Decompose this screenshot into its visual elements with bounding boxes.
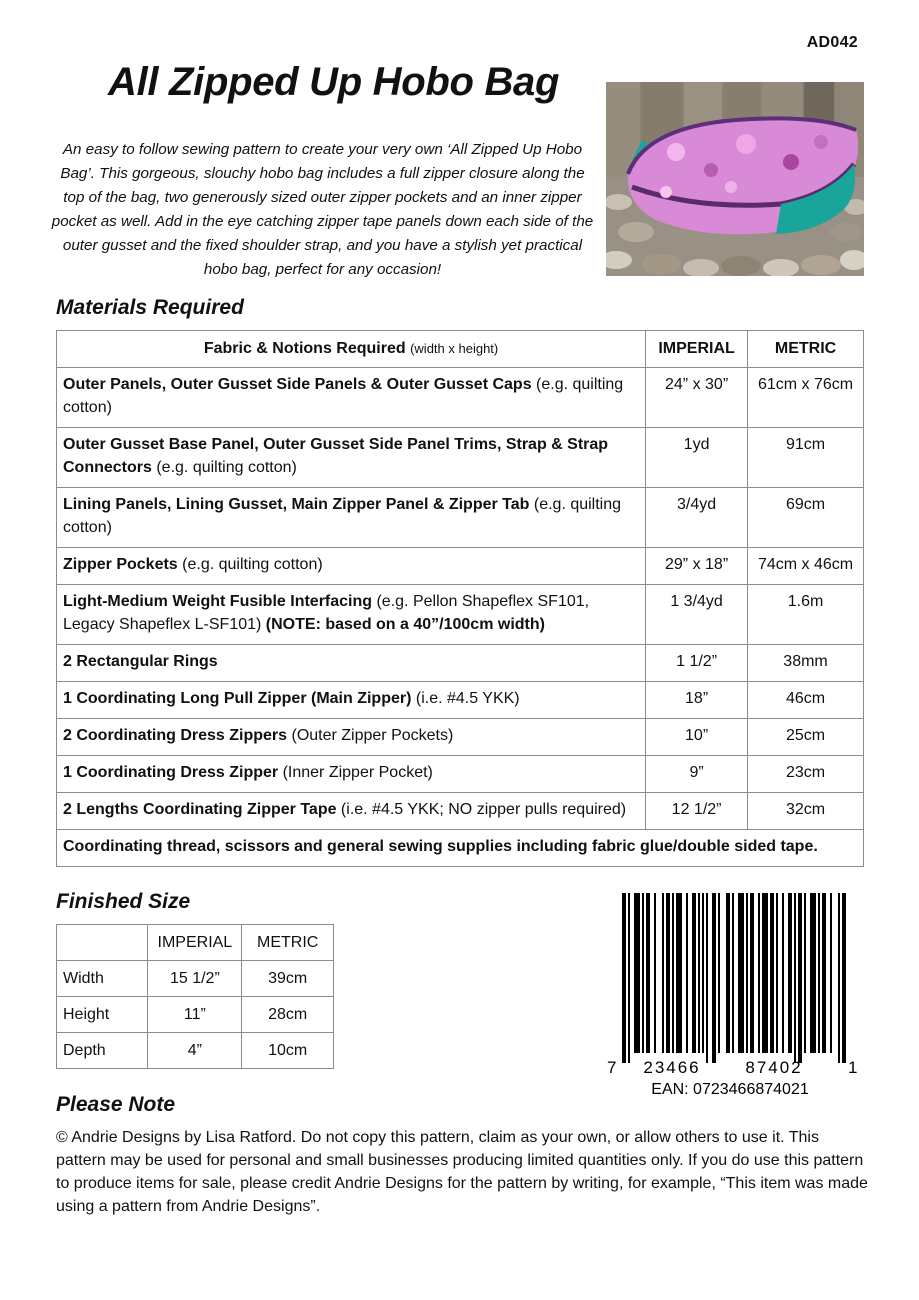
- barcode-bar: [672, 893, 674, 1053]
- table-row: Depth 4” 10cm: [57, 1033, 334, 1069]
- finished-header-row: [57, 925, 334, 961]
- barcode-bar: [676, 893, 682, 1053]
- table-row: Zipper Pockets (e.g. quilting cotton) 29” x 18” 74cm x 46cm: [57, 548, 864, 585]
- barcode-bar: [662, 893, 664, 1053]
- materials-table: [56, 330, 864, 867]
- barcode-bar: [698, 893, 700, 1053]
- table-row: 2 Lengths Coordinating Zipper Tape (i.e. #4.5 YKK; NO zipper pulls required) 12 1/2” 32cm: [57, 793, 864, 830]
- barcode-bar: [758, 893, 760, 1053]
- barcode-bar: [642, 893, 644, 1053]
- materials-heading: Materials Required: [56, 296, 244, 319]
- barcode-bar: [622, 893, 626, 1063]
- barcode-last-digit: 1: [848, 1058, 858, 1077]
- barcode-left-digits: 23466: [643, 1058, 701, 1077]
- barcode-bar: [686, 893, 688, 1053]
- col-fabric-header: Fabric & Notions Required (width x height): [57, 331, 646, 368]
- bag-photo: [606, 82, 864, 276]
- barcode-bar: [692, 893, 696, 1053]
- barcode-bar: [646, 893, 650, 1053]
- table-row: Light-Medium Weight Fusible Interfacing (e.g. Pellon Shapeflex SF101, Legacy Shapeflex L-SF101) (NOTE: based on a 40”/100cm width) 1 3/4yd 1.6m: [57, 585, 864, 645]
- barcode-bar: [770, 893, 774, 1053]
- barcode-bar: [822, 893, 826, 1053]
- barcode-bar: [798, 893, 802, 1063]
- bag-photo-image: [606, 82, 864, 276]
- pattern-code: AD042: [806, 34, 858, 51]
- col-imperial-header: IMPERIAL: [148, 925, 242, 961]
- barcode-bar: [794, 893, 796, 1063]
- barcode-bar: [628, 893, 630, 1063]
- table-row: 1 Coordinating Long Pull Zipper (Main Zipper) (i.e. #4.5 YKK) 18” 46cm: [57, 682, 864, 719]
- page-title: All Zipped Up Hobo Bag: [108, 60, 560, 104]
- bag: [628, 118, 858, 234]
- barcode-bar: [738, 893, 744, 1053]
- barcode: [604, 893, 860, 1103]
- barcode-bar: [712, 893, 716, 1063]
- table-row: 2 Rectangular Rings 1 1/2” 38mm: [57, 645, 864, 682]
- barcode-bar: [718, 893, 720, 1053]
- barcode-bar: [750, 893, 754, 1053]
- barcode-bar: [732, 893, 734, 1053]
- barcode-bar: [762, 893, 768, 1053]
- intro-paragraph: An easy to follow sewing pattern to create your very own ‘All Zipped Up Hobo Bag’. This gorgeous, slouchy hobo bag includes a full zipper closure along the top of the bag, two generously sized outer zipper pockets and an inner zipper pocket as well. Add in the eye catching zipper tape panels down each side of the outer gusset and the fixed shoulder strap, and you have a stylish yet practical hobo bag, perfect for any occasion!: [51, 141, 594, 278]
- please-note-heading: Please Note: [56, 1093, 176, 1116]
- barcode-bar: [706, 893, 708, 1063]
- barcode-bar: [726, 893, 730, 1053]
- table-row: Height 11” 28cm: [57, 997, 334, 1033]
- barcode-bar: [702, 893, 704, 1053]
- barcode-bar: [838, 893, 840, 1063]
- barcode-bar: [788, 893, 792, 1053]
- barcode-bar: [810, 893, 816, 1053]
- barcode-bar: [804, 893, 806, 1053]
- barcode-bar: [654, 893, 656, 1053]
- materials-header-row: [57, 331, 864, 368]
- materials-footer-row: Coordinating thread, scissors and general sewing supplies including fabric glue/double sided tape.: [57, 830, 864, 867]
- barcode-bar: [666, 893, 670, 1053]
- barcode-bars: [622, 893, 846, 1063]
- barcode-bar: [776, 893, 778, 1053]
- table-row: Lining Panels, Lining Gusset, Main Zipper Panel & Zipper Tab (e.g. quilting cotton) 3/4yd 69cm: [57, 488, 864, 548]
- table-row: Outer Panels, Outer Gusset Side Panels & Outer Gusset Caps (e.g. quilting cotton) 24” x 30” 61cm x 76cm: [57, 368, 864, 428]
- table-row: Width 15 1/2” 39cm: [57, 961, 334, 997]
- ean-label: EAN: 0723466874021: [651, 1081, 809, 1098]
- barcode-graphic: [604, 893, 860, 1103]
- barcode-bar: [782, 893, 784, 1053]
- copyright-note: © Andrie Designs by Lisa Ratford. Do not copy this pattern, claim as your own, or allow others to use it. This pattern may be used for personal and small businesses producing limited quantities only. If you do use this pattern to produce items for sale, please credit Andrie Designs for the pattern by writing, for example, “This item was made using a pattern from Andrie Designs”.: [56, 1129, 868, 1215]
- barcode-bar: [818, 893, 820, 1053]
- table-row: Outer Gusset Base Panel, Outer Gusset Side Panel Trims, Strap & Strap Connectors (e.g. quilting cotton) 1yd 91cm: [57, 428, 864, 488]
- barcode-bar: [830, 893, 832, 1053]
- barcode-bar: [746, 893, 748, 1053]
- barcode-bar: [634, 893, 640, 1053]
- table-row: 2 Coordinating Dress Zippers (Outer Zipper Pockets) 10” 25cm: [57, 719, 864, 756]
- barcode-right-digits: 87402: [745, 1058, 803, 1077]
- col-metric-header: METRIC: [242, 925, 334, 961]
- table-row: 1 Coordinating Dress Zipper (Inner Zipper Pocket) 9” 23cm: [57, 756, 864, 793]
- col-imperial-header: IMPERIAL: [646, 331, 748, 368]
- finished-size-table: [56, 924, 334, 1069]
- col-metric-header: METRIC: [748, 331, 864, 368]
- finished-size-heading: Finished Size: [56, 890, 191, 913]
- barcode-bar: [842, 893, 846, 1063]
- barcode-first-digit: 7: [607, 1058, 617, 1077]
